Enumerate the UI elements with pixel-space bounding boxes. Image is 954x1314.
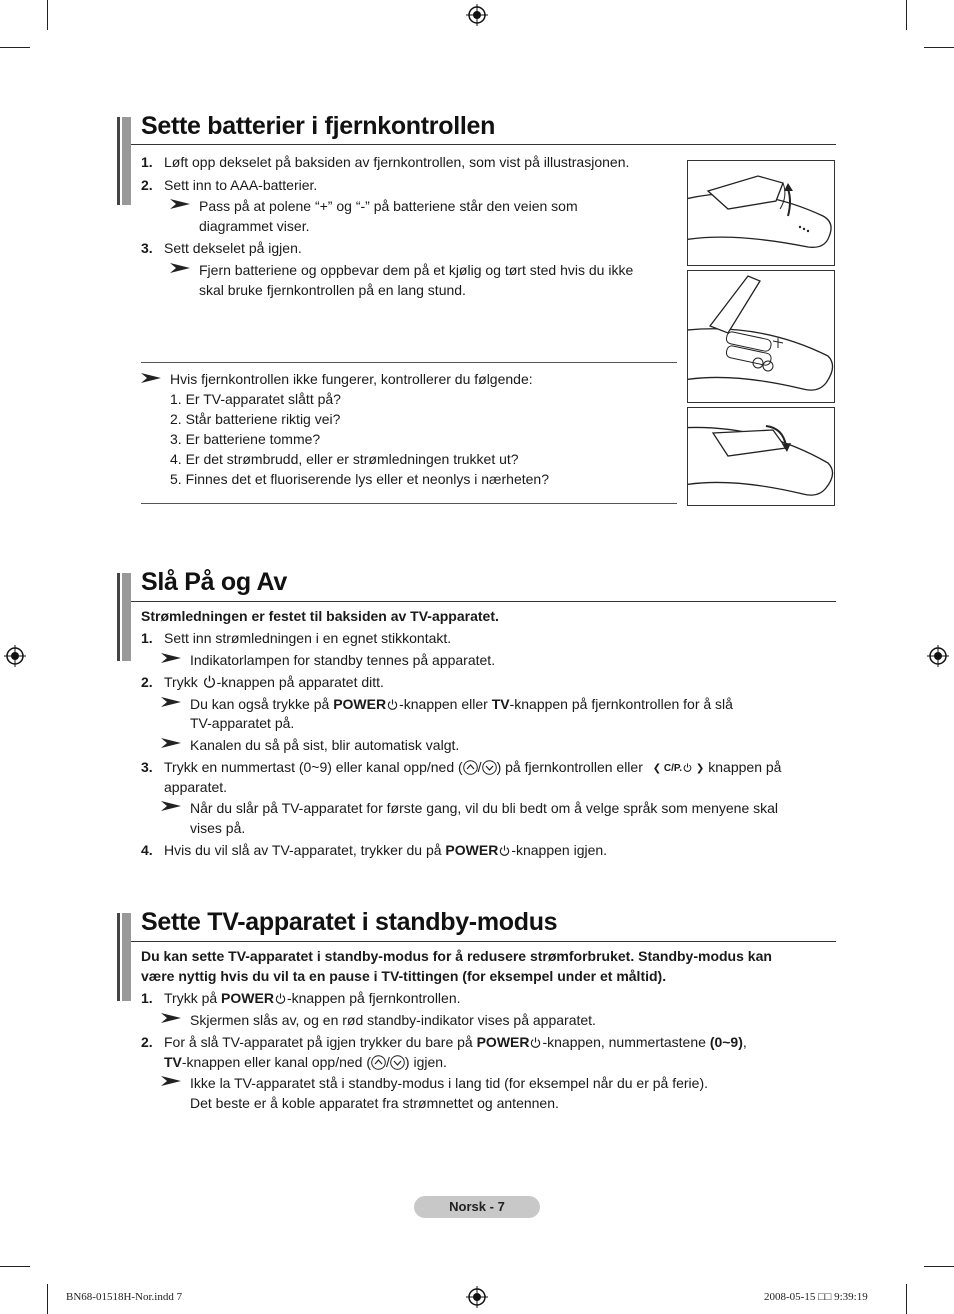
page-number-badge: Norsk - 7 [414,1196,540,1218]
crop-mark [906,1284,907,1314]
remote-cover-close-illustration [687,407,835,506]
channel-down-icon [482,760,497,775]
section-intro: Du kan sette TV-apparatet i standby-modus for å redusere strømforbruket. Standby-modus kan [141,948,772,964]
note-arrow-icon [170,263,190,273]
checklist-item: 2. Står batteriene riktig vei? [170,411,341,427]
step-text-pre: Trykk [164,674,202,690]
note-arrow-icon [161,1013,181,1023]
section-bar [117,117,131,205]
step-text: Sett inn strømledningen i en egnet stikkontakt. [164,630,452,646]
step-number: 1. [141,154,153,170]
step-text-post: -knappen på apparatet ditt. [216,674,384,690]
step-number: 2. [141,674,153,690]
note-text: Når du slår på TV-apparatet for første gang, vil du bli bedt om å velge språk som menyene skal [190,800,779,816]
step-text-pre: Trykk en nummertast (0~9) eller kanal opp/ned ( [164,759,463,775]
registration-mark-icon [466,1286,488,1308]
step-text-mid: ) på fjernkontrollen eller [496,759,643,775]
section-rule [131,601,836,602]
power-label: POWER [333,696,387,712]
note-text: Det beste er å koble apparatet fra strømnettet og antennen. [190,1095,559,1111]
power-icon [530,1037,541,1048]
section-title-power: Slå På og Av [141,568,287,596]
step-number: 2. [141,177,153,193]
crop-mark [924,1266,954,1267]
note-text [190,694,733,714]
note-text: diagrammet viser. [199,218,310,234]
step-text-pre: Trykk på [164,990,222,1006]
step-text [164,1052,447,1072]
footer-timestamp: 2008-05-15 □□ 9:39:19 [764,1291,868,1303]
step-text-pre: For å slå TV-apparatet på igjen trykker du bare på [164,1034,477,1050]
channel-up-icon [371,1055,386,1070]
section-rule [131,144,836,145]
crop-mark [47,0,48,30]
note-text-post: -knappen på fjernkontrollen for å slå [509,696,733,712]
crop-mark [906,0,907,30]
crop-mark [0,1266,30,1267]
checklist-item: 5. Finnes det et fluoriserende lys eller et neonlys i nærheten? [170,471,549,487]
step-text [164,1032,747,1052]
power-icon [387,699,398,710]
tv-label: TV [491,696,510,712]
step-text: Sett dekselet på igjen. [164,240,302,256]
channel-down-icon [390,1055,405,1070]
power-label: POWER [476,1034,530,1050]
step-text-post: -knappen eller kanal opp/ned ( [181,1054,372,1070]
note-text-mid: -knappen eller [399,696,492,712]
note-text: vises på. [190,820,246,836]
crop-mark [924,47,954,48]
checklist-intro: Hvis fjernkontrollen ikke fungerer, kontrollerer du følgende: [170,371,533,387]
footer-filename: BN68-01518H-Nor.indd 7 [66,1291,183,1303]
registration-mark-icon [4,645,26,667]
registration-mark-icon [927,645,949,667]
divider [141,362,677,363]
remote-cover-open-icon [688,161,834,265]
section-intro: være nyttig hvis du vil ta en pause i TV-tittingen (for eksempel under et måltid). [141,968,667,984]
note-arrow-icon [170,199,190,209]
remote-cover-open-illustration [687,160,835,266]
note-text: TV-apparatet på. [190,715,295,731]
remote-batteries-illustration [687,270,835,403]
step-text-post: -knappen igjen. [511,842,608,858]
note-text: Skjermen slås av, og en rød standby-indikator vises på apparatet. [190,1012,596,1028]
note-text: skal bruke fjernkontrollen på en lang stund. [199,282,466,298]
cp-label: C/P. [663,763,683,774]
step-text-mid: -knappen, nummertastene [542,1034,710,1050]
step-number: 4. [141,842,153,858]
note-arrow-icon [161,697,181,707]
section-rule [131,941,836,942]
step-text-post: -knappen på fjernkontrollen. [286,990,461,1006]
note-arrow-icon [161,653,181,663]
slash: / [477,759,482,775]
step-text: Sett inn to AAA-batterier. [164,177,318,193]
tv-label: TV [164,1054,182,1070]
remote-batteries-icon [688,271,834,402]
note-text: Fjern batteriene og oppbevar dem på et kjølig og tørt sted hvis du ikke [199,262,634,278]
step-text [164,840,607,860]
note-arrow-icon [161,1076,181,1086]
step-number: 1. [141,990,153,1006]
section-intro: Strømledningen er festet til baksiden av TV-apparatet. [141,608,499,624]
power-icon [683,763,692,772]
step-number: 3. [141,759,153,775]
section-title-batteries: Sette batterier i fjernkontrollen [141,112,496,140]
step-text: apparatet. [164,779,228,795]
power-label: POWER [221,990,274,1006]
number-keys-label: (0~9) [709,1034,743,1050]
step-number: 2. [141,1034,153,1050]
checklist-item: 1. Er TV-apparatet slått på? [170,391,341,407]
step-text-post: knappen på [708,759,782,775]
note-text: Ikke la TV-apparatet stå i standby-modus i lang tid (for eksempel når du er på ferie). [190,1075,708,1091]
section-bar [117,573,131,661]
step-text [164,672,384,692]
slash: / [386,1054,390,1070]
power-label: POWER [445,842,499,858]
channel-up-icon [463,760,478,775]
note-text: Kanalen du så på sist, blir automatisk valgt. [190,737,460,753]
registration-mark-icon [466,4,488,26]
power-icon [275,993,286,1004]
note-text: Indikatorlampen for standby tennes på apparatet. [190,652,496,668]
step-text [164,988,461,1008]
checklist-item: 3. Er batteriene tomme? [170,431,321,447]
divider [141,503,677,504]
step-number: 3. [141,240,153,256]
step-text-end: ) igjen. [404,1054,447,1070]
step-number: 1. [141,630,153,646]
section-bar [117,913,131,1001]
step-text: Løft opp dekselet på baksiden av fjernkontrollen, som vist på illustrasjonen. [164,154,630,170]
section-title-standby: Sette TV-apparatet i standby-modus [141,908,558,936]
checklist-item: 4. Er det strømbrudd, eller er strømledningen trukket ut? [170,451,519,467]
note-arrow-icon [161,801,181,811]
power-icon [203,675,216,688]
note-text: Pass på at polene “+” og “-” på batteriene står den veien som [199,198,578,214]
crop-mark [47,1284,48,1314]
remote-cover-close-icon [688,408,834,505]
note-arrow-icon [141,373,161,383]
step-text [164,757,781,779]
step-text-pre: Hvis du vil slå av TV-apparatet, trykker du på [164,842,446,858]
comma: , [742,1034,747,1050]
cp-button-icon: ❮ C/P. ❯ [652,763,705,774]
crop-mark [0,47,30,48]
note-arrow-icon [161,738,181,748]
note-text-pre: Du kan også trykke på [190,696,334,712]
power-icon [499,845,510,856]
